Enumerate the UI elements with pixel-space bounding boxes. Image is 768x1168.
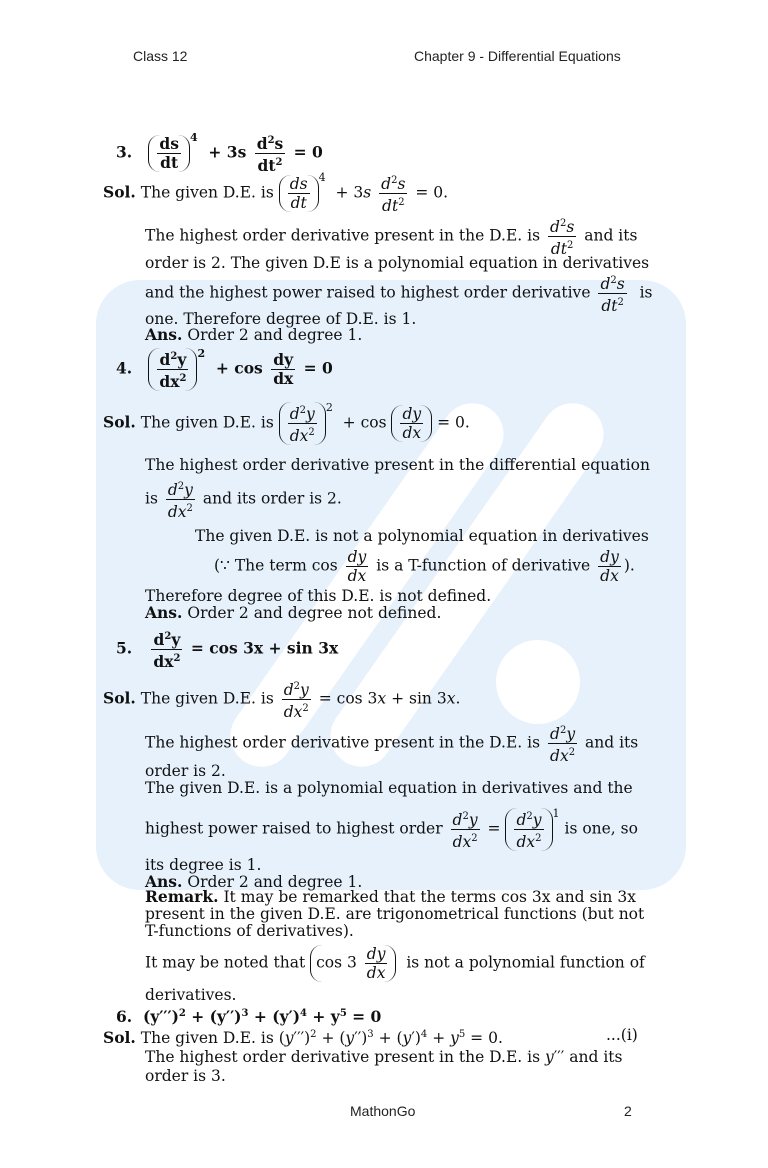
q3-line-2: order is 2. The given D.E is a polynomial equation in derivatives <box>145 254 650 272</box>
header-chapter-label: Chapter 9 - Differential Equations <box>414 48 621 64</box>
q3-line-3: and the highest power raised to highest order derivative $\frac{d^2s}{dt^2}$ is <box>145 275 653 316</box>
footer-page-number: 2 <box>624 1103 632 1119</box>
q4-line-4: (∵ The term cos $\frac{dy}{dx}$ is a T-function of derivative $\frac{dy}{dx}$ ). <box>214 548 635 585</box>
q6-solution: Sol. The given D.E. is $(y''')^2 + (y'')^3 + (y')^4 + y^5 = 0$. <box>103 1028 503 1048</box>
q6-line-2: order is 3. <box>145 1067 226 1085</box>
q4-line-1: The highest order derivative present in the differential equation <box>145 456 650 474</box>
question-4: 4. $\frac{d^2y}{dx^2}$ $^2$ + cos $\frac{dy}{dx}$ = 0 <box>116 347 333 392</box>
footer-brand: MathonGo <box>350 1103 416 1119</box>
q4-line-2: is $\frac{d^2y}{dx^2}$ and its order is 2. <box>145 481 342 522</box>
question-3: 3. $\frac{ds}{dt}$ $^4$ + 3s $\frac{d^2s}{dt^2}$ = 0 <box>116 131 323 176</box>
q5-remark: Remark. It may be remarked that the terms cos 3x and sin 3x present in the given D.E. are trigonometrical functions (but not T-functions of derivatives). <box>145 887 645 940</box>
q5-derivatives: derivatives. <box>145 986 237 1004</box>
header-class-label: Class 12 <box>133 48 188 64</box>
q4-answer: Ans. Order 2 and degree not defined. <box>145 603 442 622</box>
q5-noted: It may be noted that cos 3 $\frac{dy}{dx}$ is not a polynomial function of <box>145 945 645 982</box>
q3-line-1: The highest order derivative present in the D.E. is $\frac{d^2s}{dt^2}$ and its <box>145 218 638 259</box>
q6-line-1: The highest order derivative present in the D.E. is y′′′ and its <box>145 1048 623 1066</box>
question-5: 5. $\frac{d^2y}{dx^2}$ = cos 3x + sin 3x <box>116 630 339 672</box>
q3-answer: Ans. Order 2 and degree 1. <box>145 325 363 344</box>
q6-equation-ref: ...(i) <box>606 1026 638 1044</box>
q5-line-3: The given D.E. is a polynomial equation in derivatives and the <box>145 779 633 797</box>
q3-line-4: one. Therefore degree of D.E. is 1. <box>145 310 417 328</box>
q5-solution: Sol. The given D.E. is $\frac{d^2y}{dx^2}$ = cos 3x + sin 3x. <box>103 681 461 722</box>
q5-answer: Ans. Order 2 and degree 1. <box>145 872 363 891</box>
q5-line-1: The highest order derivative present in the D.E. is $\frac{d^2y}{dx^2}$ and its <box>145 725 639 766</box>
q5-line-5: its degree is 1. <box>145 856 262 874</box>
q5-line-4: highest power raised to highest order $\frac{d^2y}{dx^2}$ = $\frac{d^2y}{dx^2}$ $^1$ is one, so <box>145 807 638 852</box>
q3-solution: Sol. The given D.E. is $\frac{ds}{dt}$ $^4$ + 3s $\frac{d^2s}{dt^2}$ = 0. <box>103 171 449 216</box>
q5-line-2: order is 2. <box>145 762 226 780</box>
q4-line-3: The given D.E. is not a polynomial equation in derivatives <box>195 527 649 545</box>
q4-line-5: Therefore degree of this D.E. is not defined. <box>145 587 492 605</box>
question-6: 6. $(y''')^2 + (y'')^3 + (y')^4 + y^5 = 0$ <box>116 1007 382 1027</box>
q4-solution: Sol. The given D.E. is $\frac{d^2y}{dx^2}$ $^2$ + cos $\frac{dy}{dx}$ = 0. <box>103 401 470 446</box>
